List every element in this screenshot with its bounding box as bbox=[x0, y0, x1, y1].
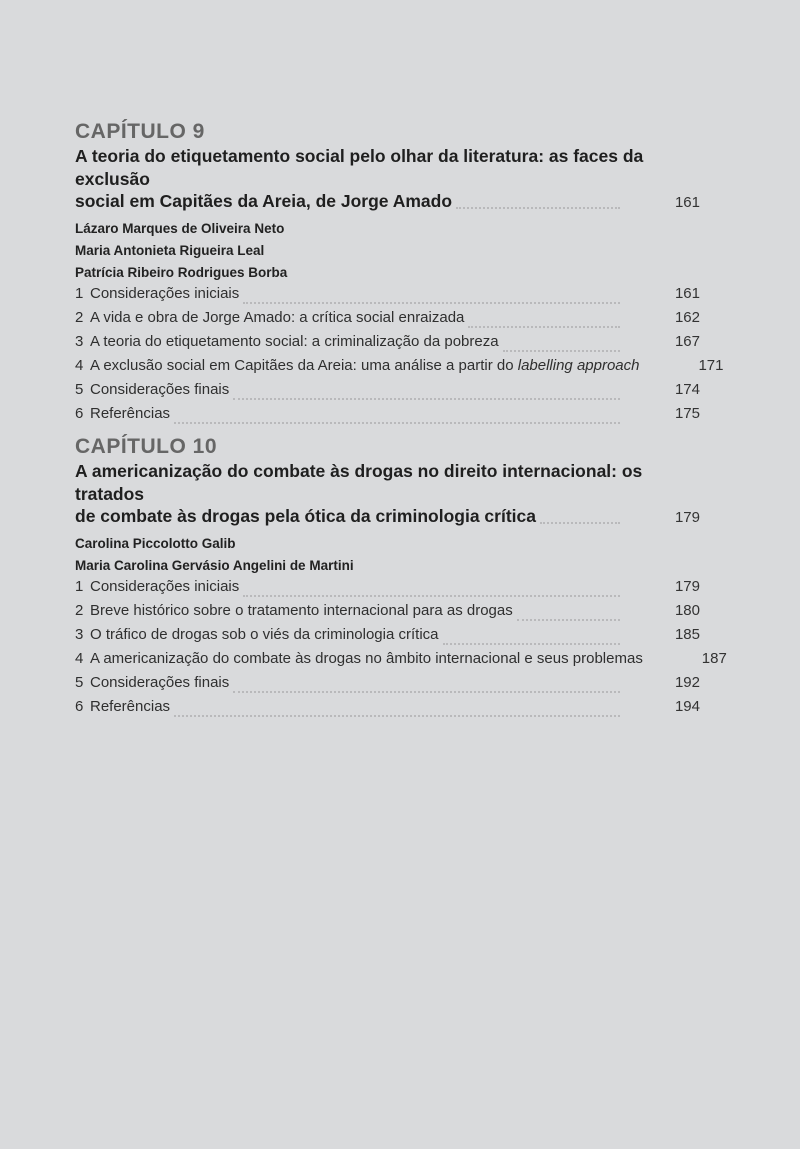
toc-entry[interactable] bbox=[75, 698, 700, 722]
dot-leader bbox=[243, 594, 620, 597]
author-name: Carolina Piccolotto Galib bbox=[75, 536, 236, 551]
page-number: 180 bbox=[674, 602, 700, 619]
section-title: Considerações iniciais bbox=[90, 285, 240, 302]
page-number: 179 bbox=[674, 509, 700, 526]
dot-leader bbox=[233, 397, 620, 400]
section-number: 2 bbox=[75, 602, 84, 619]
toc-entry[interactable] bbox=[75, 357, 724, 381]
section-list bbox=[75, 285, 724, 429]
page-number: 185 bbox=[674, 626, 700, 643]
toc-entry[interactable] bbox=[75, 333, 700, 357]
section-title-text: A exclusão social em Capitães da Areia: uma análise a partir do bbox=[90, 357, 518, 374]
section-list bbox=[75, 578, 727, 722]
section-number: 4 bbox=[75, 650, 84, 667]
page-number: 171 bbox=[698, 357, 724, 374]
page-number: 175 bbox=[674, 405, 700, 422]
toc-entry[interactable] bbox=[75, 578, 700, 602]
chapter-title-row[interactable] bbox=[75, 506, 700, 529]
dot-leader bbox=[243, 301, 620, 304]
toc-entry[interactable] bbox=[75, 381, 700, 405]
dot-leader bbox=[174, 421, 620, 424]
chapter-title-line: A teoria do etiquetamento social pelo olhar da literatura: as faces da exclusão bbox=[75, 146, 644, 189]
chapter-title-line: social em Capitães da Areia, de Jorge Amado bbox=[75, 191, 453, 211]
section-number: 1 bbox=[75, 578, 84, 595]
dot-leader bbox=[503, 349, 620, 352]
section-title: Referências bbox=[90, 405, 171, 422]
page-number: 179 bbox=[674, 578, 700, 595]
section-title: Considerações finais bbox=[90, 674, 230, 691]
author-name: Maria Antonieta Rigueira Leal bbox=[75, 243, 265, 258]
author-name: Lázaro Marques de Oliveira Neto bbox=[75, 221, 285, 236]
section-title: Breve histórico sobre o tratamento internacional para as drogas bbox=[90, 602, 513, 619]
toc-entry[interactable] bbox=[75, 285, 700, 309]
author-list bbox=[75, 218, 700, 284]
toc-entry[interactable] bbox=[75, 626, 700, 650]
toc-entry[interactable] bbox=[75, 650, 727, 674]
section-number: 1 bbox=[75, 285, 84, 302]
page-number: 174 bbox=[674, 381, 700, 398]
page-number: 192 bbox=[674, 674, 700, 691]
section-number: 6 bbox=[75, 698, 84, 715]
section-title: O tráfico de drogas sob o viés da criminologia crítica bbox=[90, 626, 439, 643]
toc-entry[interactable] bbox=[75, 309, 700, 333]
chapter-title-row[interactable] bbox=[75, 191, 700, 214]
section-number: 3 bbox=[75, 333, 84, 350]
dot-leader bbox=[174, 714, 620, 717]
author-name: Maria Carolina Gervásio Angelini de Martini bbox=[75, 558, 354, 573]
section-number: 5 bbox=[75, 381, 84, 398]
chapter-title-line: A americanização do combate às drogas no direito internacional: os tratados bbox=[75, 461, 643, 504]
dot-leader bbox=[443, 642, 621, 645]
chapter-label: CAPÍTULO 10 bbox=[75, 435, 218, 458]
chapter-label: CAPÍTULO 9 bbox=[75, 120, 205, 143]
section-number: 3 bbox=[75, 626, 84, 643]
toc-entry[interactable] bbox=[75, 602, 700, 626]
section-title: A teoria do etiquetamento social: a criminalização da pobreza bbox=[90, 333, 499, 350]
page-number: 187 bbox=[701, 650, 727, 667]
section-number: 6 bbox=[75, 405, 84, 422]
toc-entry[interactable] bbox=[75, 405, 700, 429]
chapter-9-block bbox=[75, 119, 724, 429]
dot-leader bbox=[233, 690, 620, 693]
section-title: A americanização do combate às drogas no âmbito internacional e seus problemas bbox=[90, 650, 643, 667]
dot-leader bbox=[540, 521, 620, 524]
section-title: Considerações finais bbox=[90, 381, 230, 398]
page-number: 167 bbox=[674, 333, 700, 350]
page-number: 162 bbox=[674, 309, 700, 326]
section-number: 2 bbox=[75, 309, 84, 326]
chapter-10-block bbox=[75, 434, 727, 722]
section-number: 5 bbox=[75, 674, 84, 691]
section-title: A vida e obra de Jorge Amado: a crítica social enraizada bbox=[90, 309, 465, 326]
author-name: Patrícia Ribeiro Rodrigues Borba bbox=[75, 265, 288, 280]
section-title bbox=[90, 357, 640, 374]
section-number: 4 bbox=[75, 357, 84, 374]
toc-entry[interactable] bbox=[75, 674, 700, 698]
section-title-italic: labelling approach bbox=[517, 357, 640, 374]
page-number: 194 bbox=[674, 698, 700, 715]
section-title: Referências bbox=[90, 698, 171, 715]
page-number: 161 bbox=[674, 194, 700, 211]
chapter-title-line: de combate às drogas pela ótica da criminologia crítica bbox=[75, 506, 536, 526]
dot-leader bbox=[456, 206, 620, 209]
page-number: 161 bbox=[674, 285, 700, 302]
author-list bbox=[75, 533, 700, 577]
section-title: Considerações iniciais bbox=[90, 578, 240, 595]
dot-leader bbox=[468, 325, 620, 328]
dot-leader bbox=[517, 618, 620, 621]
